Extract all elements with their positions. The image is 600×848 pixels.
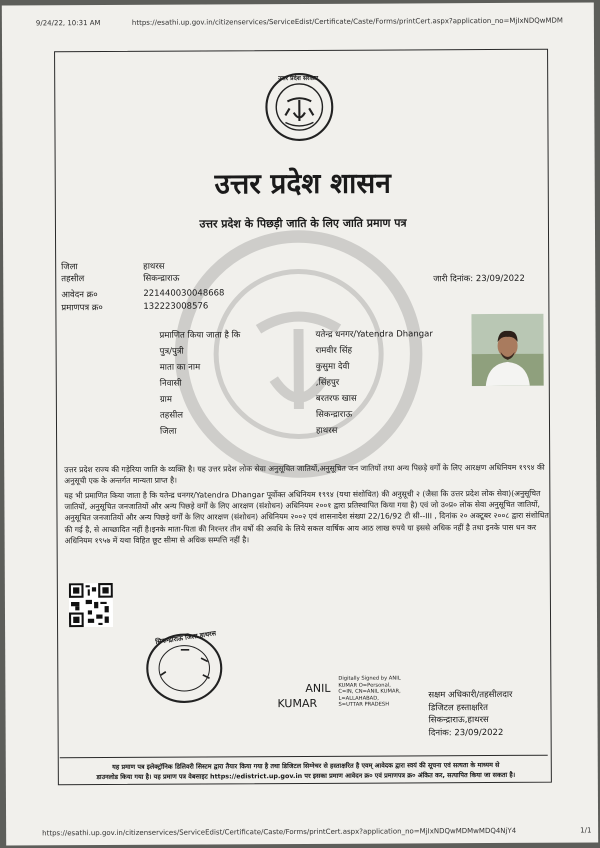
detail-value-mother: कुसुमा देवी bbox=[315, 361, 350, 372]
print-page-count: 1/1 bbox=[580, 826, 592, 835]
up-government-emblem bbox=[264, 72, 334, 142]
certificate-page bbox=[2, 2, 598, 845]
detail-value-resident: ,सिंहपुर bbox=[315, 377, 340, 388]
certificate-subtitle: उत्तर प्रदेश के पिछड़ी जाति के लिए जाति प्रमाण पत्र bbox=[199, 216, 407, 231]
meta-value-district: हाथरस bbox=[143, 261, 165, 272]
seal-text: सिकन्द्राराऊ जिला हाथरस bbox=[154, 629, 217, 646]
detail-label-certified: प्रमाणित किया जाता है कि bbox=[159, 330, 241, 341]
applicant-photo bbox=[471, 314, 543, 386]
detail-label-village: ग्राम bbox=[159, 394, 172, 405]
print-url-bottom: https://esathi.up.gov.in/citizenservices/ServiceEdist/Certificate/Caste/Forms/printCert.aspx?application_no=MjIxNDQwMDMwMDQ4NjY4 bbox=[42, 826, 517, 838]
meta-label-district: जिला bbox=[61, 262, 78, 273]
meta-label-tehsil: तहसील bbox=[61, 274, 85, 285]
signer-name-line2: KUMAR bbox=[277, 696, 318, 711]
detail-label-resident: निवासी bbox=[159, 378, 182, 389]
detail-label-mother: माता का नाम bbox=[159, 362, 201, 373]
detail-value-village: बरतरफ खास bbox=[315, 393, 357, 404]
signer-name-line1: ANIL bbox=[305, 681, 331, 695]
meta-label-certificate-no: प्रमाणपत्र क्र० bbox=[61, 303, 103, 314]
caste-statement-paragraph: उत्तर प्रदेश राज्य की गड़ेरिया जाति के व्यक्ति है। यह उत्तर प्रदेश लोक सेवा अनुसूचित जातियों,अनुसूचित जन जातियों तथा अन्य पिछड़े वर्गों के लिए आरक्षण अधिनियम १९९४ की अनुसूची एक के अन्तर्गत मान्यता प्राप्त है। bbox=[64, 462, 545, 486]
meta-value-certificate-no: 132223008576 bbox=[143, 301, 209, 312]
digital-signature-details: Digitally Signed by ANIL KUMAR O=Personal, C=IN, CN=ANIL KUMAR, L=ALLAHABAD, S=UTTAR PRADESH bbox=[338, 675, 401, 709]
detail-value-father: रामवीर सिंह bbox=[315, 345, 352, 356]
certificate-title: उत्तर प्रदेश शासन bbox=[214, 166, 391, 201]
detail-value-name: यतेन्द्र धनगर/Yatendra Dhangar bbox=[315, 329, 433, 340]
detail-value-tehsil: सिकन्द्राराऊ bbox=[315, 409, 353, 420]
issue-date: जारी दिनांक: 23/09/2022 bbox=[433, 273, 525, 285]
meta-value-tehsil: सिकन्द्राराऊ bbox=[143, 273, 180, 284]
print-timestamp: 9/24/22, 10:31 AM bbox=[35, 19, 101, 28]
detail-value-district: हाथरस bbox=[316, 425, 338, 436]
print-url-top: https://esathi.up.gov.in/citizenservices/ServiceEdist/Certificate/Caste/Forms/printCert.aspx?application_no=MjIxNDQwMDM bbox=[131, 16, 563, 27]
eligibility-paragraph: यह भी प्रमाणित किया जाता है कि यतेन्द्र धनगर/Yatendra Dhangar पूर्वोक्त अधिनियम १९९४ (यथा संशोधित) की अनुसूची २ (जैसा कि उत्तर प्रदेश लोक सेवा)(अनुसूचित जातियों, अनुसूचित जनजातियों और अन्य पिछड़े वर्गों के लिए आरक्षण (संशोधन) अधिनियम २००१ द्वारा प्रतिस्थापित किया गया है) एवं जो उ०प्र० लोक सेवा अनुसूचित जातियों, अनुसूचित जनजातियों और अन्य पिछड़े वर्गों के लिए आरक्षण (संशोधन) अधिनियम २००२ एवं शासनादेश संख्या 22/16/92 टी सी--III , दिनांक २० अक्टूबर २००८ द्वारा संशोधित की गई है, से आच्छादित नहीं है।इनके माता-पिता की निरन्तर तीन वर्षो की अवधि के लिये सकल वार्षिक आय आठ लाख रुपये या इससे अधिक नहीं है तथा इनके पास धन कर अधिनियम १९५७ में यथा विहित छूट सीमा से अधिक सम्पत्ति नहीं है। bbox=[64, 488, 549, 546]
footer-line-2: डाउनलोड किया गया है। यह प्रमाण पत्र वेबसाइट https://edistrict.up.gov.in पर इसका प्रमाण आवेदन क्र० एवं प्रमाणपत्र क्र० अंकित कर, सत्यापित किया जा सकता है। bbox=[96, 770, 516, 782]
qr-code bbox=[69, 583, 113, 627]
meta-value-application-no: 221440030048668 bbox=[143, 288, 225, 299]
emblem-text: उत्तर प्रदेश सरकार bbox=[278, 74, 319, 83]
emblem-watermark bbox=[173, 228, 424, 479]
detail-label-tehsil: तहसील bbox=[159, 410, 184, 421]
detail-label-child-of: पुत्र/पुत्री bbox=[159, 346, 184, 357]
detail-label-district: जिला bbox=[160, 426, 177, 437]
footer-line-1: यह प्रमाण पत्र इलेक्ट्रॉनिक डिलिवरी सिस्टम द्वारा तैयार किया गया है तथा डिजिटल सिग्नेचर से हस्ताक्षरित है एवम् आवेदक द्वारा स्वयं की सूचना एवं सत्यता के माध्यम से bbox=[112, 760, 500, 771]
meta-label-application-no: आवेदन क्र० bbox=[61, 290, 98, 301]
issuing-authority: सक्षम अधिकारी/तहसीलदार डिजिटल हस्ताक्षरित सिकन्द्राराऊ,हाथरस दिनांक: 23/09/2022 bbox=[428, 689, 513, 738]
